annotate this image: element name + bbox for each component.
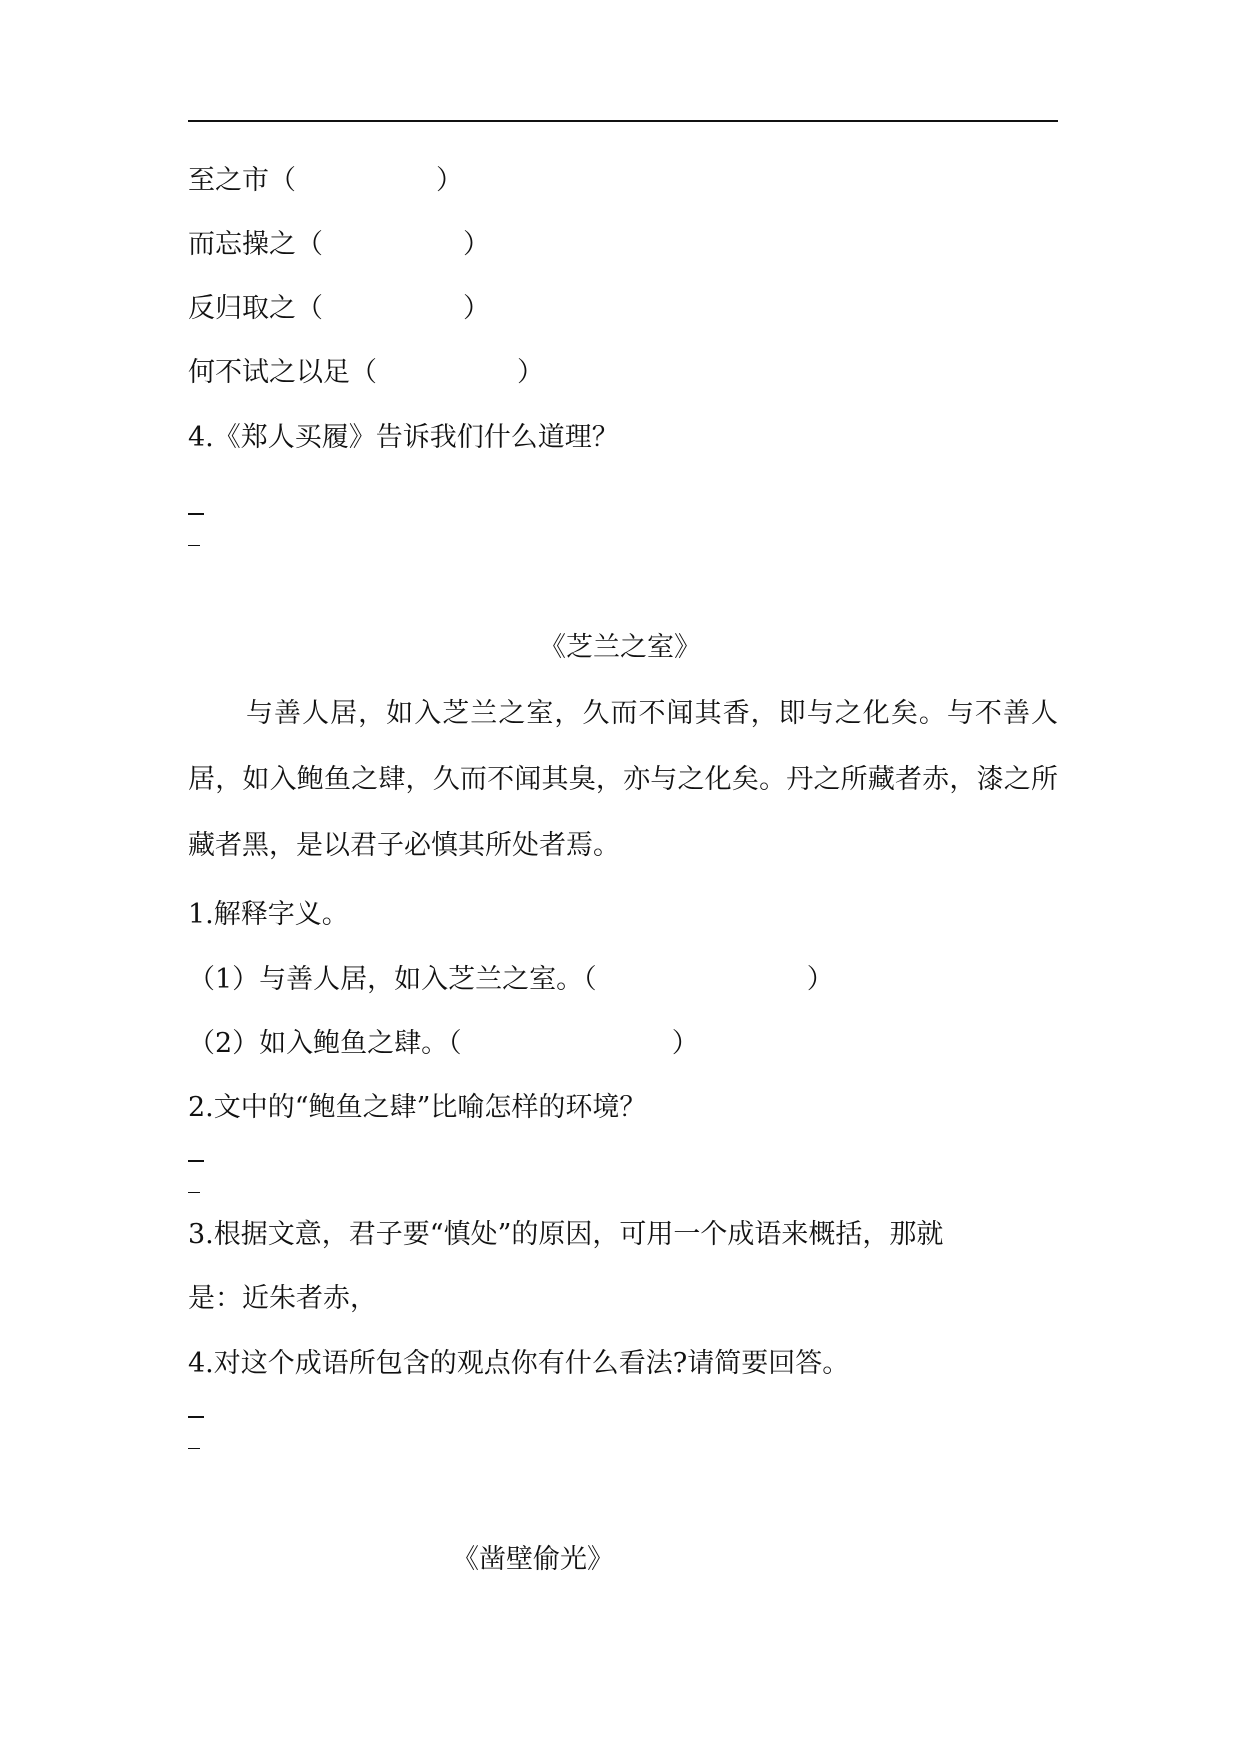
question-1: 1.解释字义。 bbox=[188, 899, 349, 930]
passage-zhilan: 与善人居，如入芝兰之室，久而不闻其香，即与之化矣。与不善人居，如入鲍鱼之肆，久而不闻其臭，亦与之化矣。丹之所藏者赤，漆之所藏者黑，是以君子必慎其所处者焉。 bbox=[188, 698, 1058, 861]
fill-item-3: 反归取之（ ） bbox=[188, 293, 490, 324]
answer-line[interactable] bbox=[188, 1416, 204, 1418]
section-title-zaobi: 《凿壁偷光》 bbox=[452, 1544, 614, 1575]
fill-item-2: 而忘操之（ ） bbox=[188, 229, 490, 260]
section-title-zhilan: 《芝兰之室》 bbox=[539, 632, 701, 663]
question-1-item-2: （2）如入鲍鱼之肆。（ ） bbox=[188, 1028, 699, 1059]
answer-line[interactable] bbox=[188, 1160, 204, 1162]
question-zhengren-4: 4.《郑人买履》告诉我们什么道理？ bbox=[188, 422, 619, 453]
answer-line[interactable] bbox=[188, 513, 204, 515]
answer-line[interactable] bbox=[188, 1448, 200, 1449]
answer-line[interactable] bbox=[188, 1192, 200, 1193]
question-1-item-1: （1）与善人居，如入芝兰之室。（ ） bbox=[188, 964, 834, 995]
fill-item-1: 至之市（ ） bbox=[188, 165, 463, 196]
question-3-line-2: 是：近朱者赤， bbox=[188, 1283, 377, 1314]
question-4: 4.对这个成语所包含的观点你有什么看法?请简要回答。 bbox=[188, 1348, 850, 1379]
fill-item-4: 何不试之以足（ ） bbox=[188, 357, 544, 388]
question-2: 2.文中的“鲍鱼之肆”比喻怎样的环境？ bbox=[188, 1092, 647, 1123]
question-3-line-1: 3.根据文意，君子要“慎处”的原因，可用一个成语来概括，那就 bbox=[188, 1219, 944, 1250]
answer-line[interactable] bbox=[188, 545, 200, 546]
header-rule bbox=[188, 120, 1058, 122]
